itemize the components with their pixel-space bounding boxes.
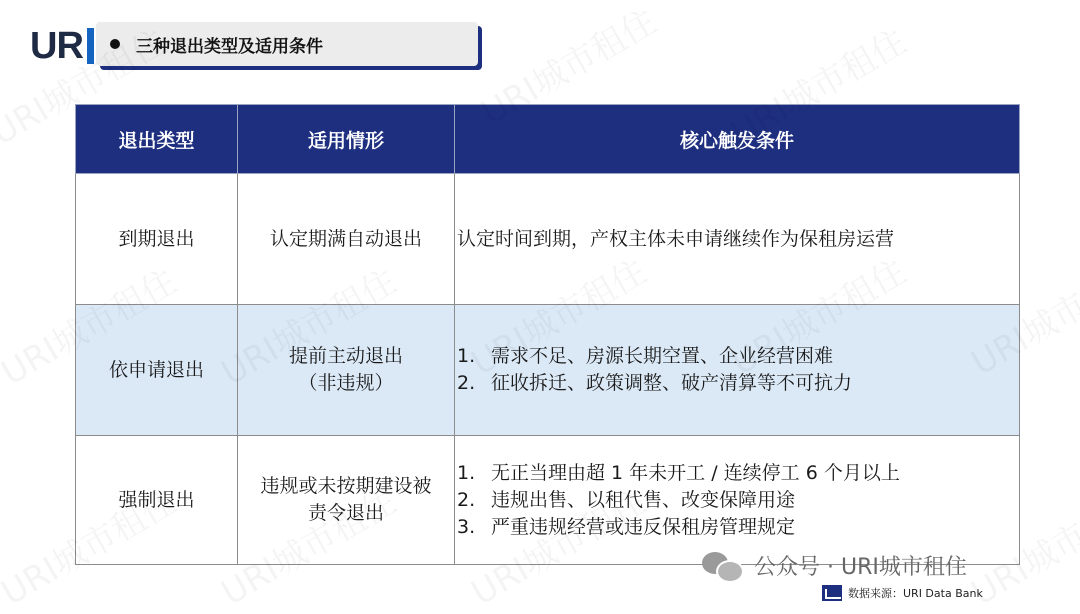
list-item: [457, 460, 1018, 487]
condition-text: 违规出售、以租代售、改变保障用途: [491, 488, 796, 511]
condition-text: 认定时间到期，产权主体未申请继续作为保租房运营: [457, 227, 895, 250]
condition-text: 征收拆迁、政策调整、破产清算等不可抗力: [491, 372, 853, 394]
wechat-account-label: 公众号 · URI城市租住: [754, 554, 967, 580]
list-number: 3.: [457, 515, 476, 538]
situation-line: （非违规）: [298, 372, 394, 394]
situation-line: 认定期满自动退出: [269, 227, 422, 250]
exit-types-table: [75, 104, 1020, 565]
list-item: [457, 487, 1018, 514]
condition-text: 需求不足、房源长期空置、企业经营困难: [491, 345, 834, 367]
exit-type-cell: 依申请退出: [76, 305, 238, 436]
wechat-account: [702, 548, 967, 582]
table-row: [76, 174, 1020, 305]
header-situation: 适用情形: [238, 105, 455, 174]
logo-bar: [87, 28, 94, 64]
header-conditions: 核心触发条件: [455, 105, 1020, 174]
conditions-cell: [455, 174, 1020, 305]
table-header-row: [76, 105, 1020, 174]
exit-type-cell: 强制退出: [76, 436, 238, 565]
list-number: 1.: [457, 345, 476, 367]
wechat-icon: [702, 550, 744, 580]
list-item: [457, 514, 1018, 541]
list-number: 1.: [457, 461, 476, 484]
header-exit-type: 退出类型: [76, 105, 238, 174]
logo-text: UR: [30, 25, 83, 67]
situation-line: 违规或未按期建设被: [260, 475, 432, 497]
situation-cell: [238, 436, 455, 565]
section-header: [96, 22, 478, 66]
situation-line: 责令退出: [307, 502, 384, 524]
exit-type-cell: 到期退出: [76, 174, 238, 305]
condition-list: [457, 343, 1018, 397]
uri-logo: [30, 26, 94, 66]
condition-text: 严重违规经营或违反保租房管理规定: [491, 515, 796, 538]
list-number: 2.: [457, 372, 476, 394]
list-number: 2.: [457, 488, 476, 511]
list-item: [457, 370, 1018, 397]
condition-text: 无正当理由超 1 年未开工 / 连续停工 6 个月以上: [491, 461, 900, 484]
table-row: [76, 436, 1020, 565]
situation-line: 提前主动退出: [288, 345, 403, 367]
situation-cell: [238, 305, 455, 436]
data-source: [822, 583, 983, 603]
conditions-cell: [455, 305, 1020, 436]
bar-chart-icon: [822, 585, 842, 601]
condition-list: [457, 460, 1018, 541]
section-title: 三种退出类型及适用条件: [136, 36, 323, 57]
situation-cell: [238, 174, 455, 305]
bullet-icon: [110, 39, 120, 49]
conditions-cell: [455, 436, 1020, 565]
list-item: [457, 343, 1018, 370]
table-row: [76, 305, 1020, 436]
data-source-label: 数据来源：URI Data Bank: [848, 587, 983, 600]
